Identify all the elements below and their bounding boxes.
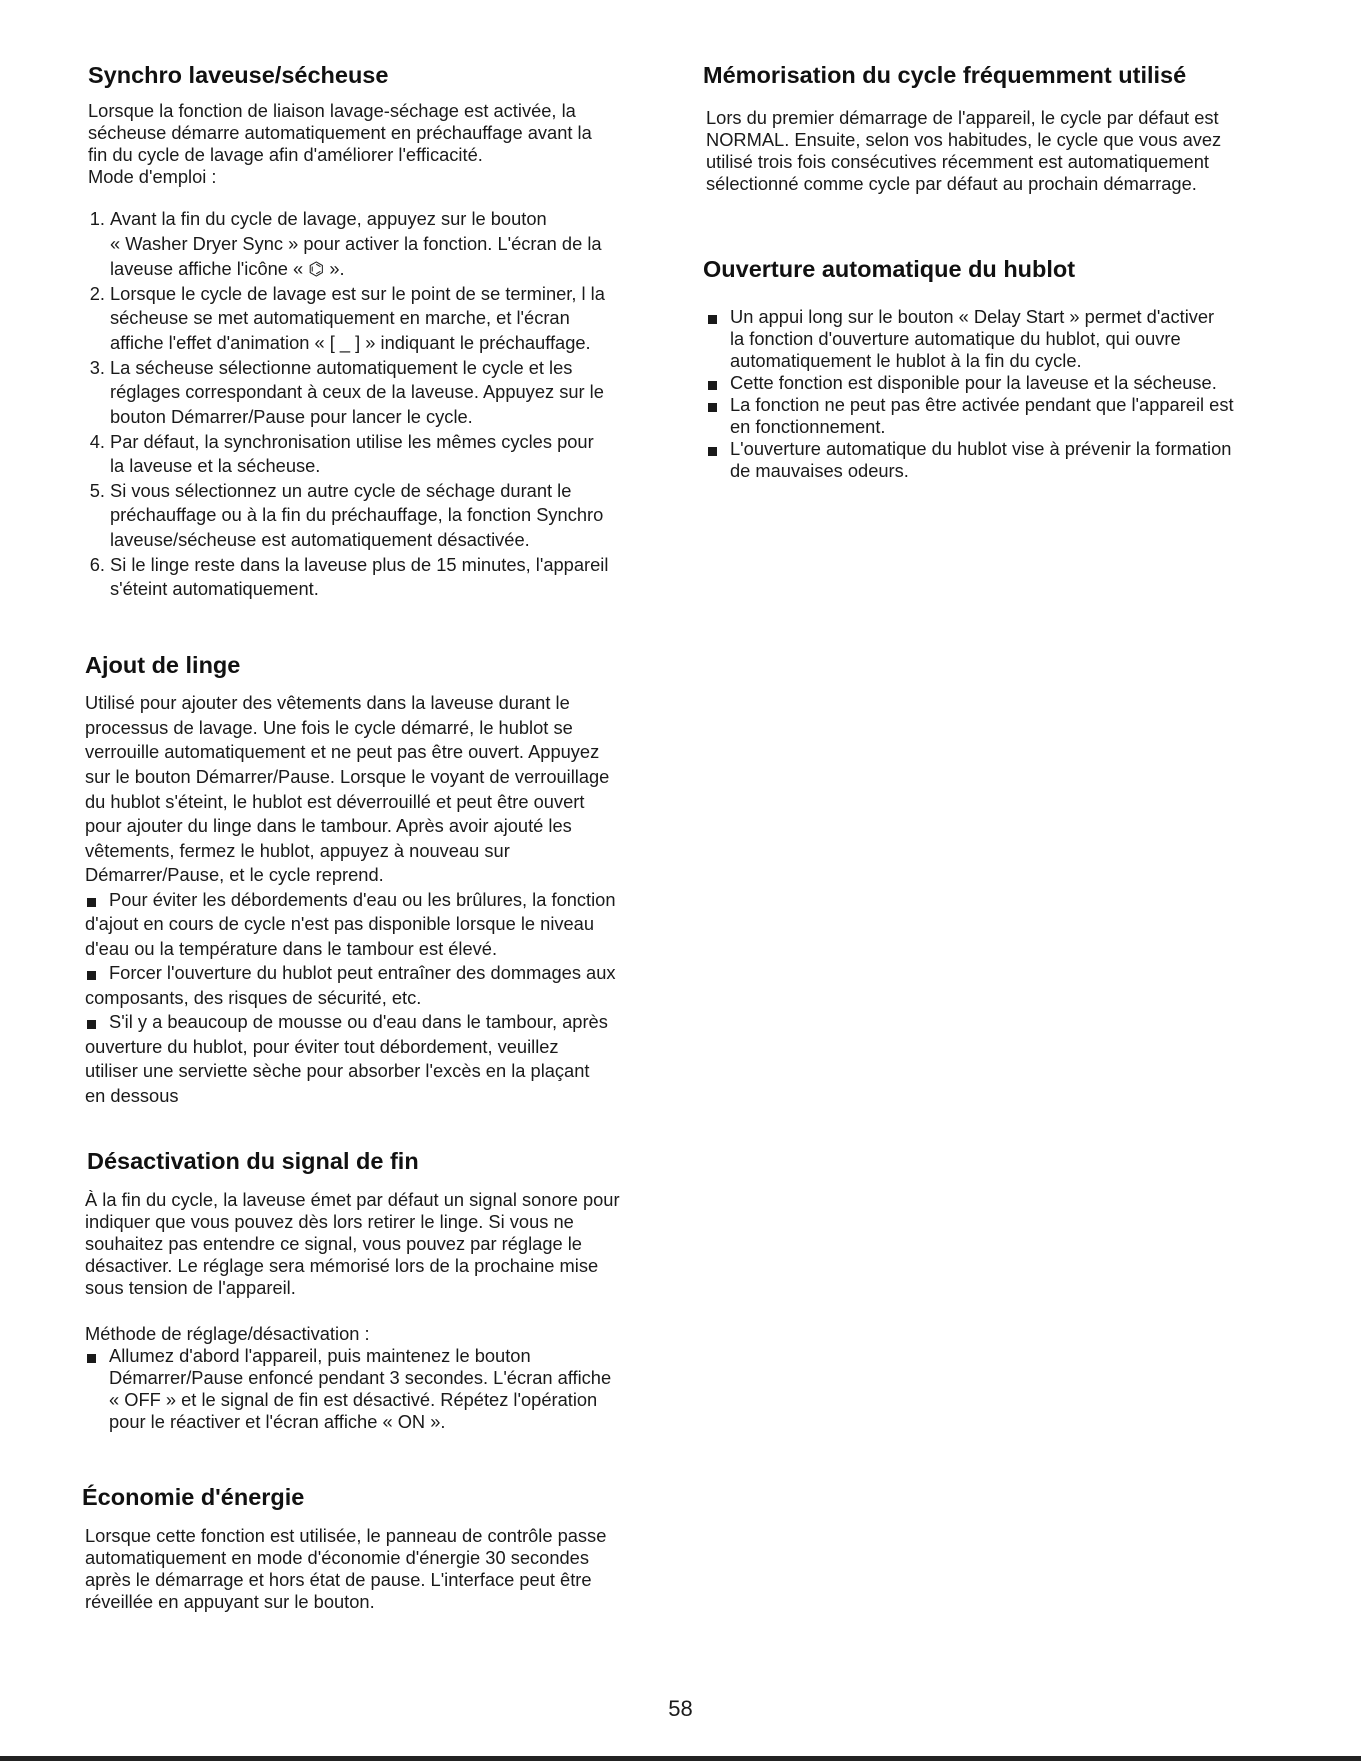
heading-desactivation: Désactivation du signal de fin [87,1148,419,1174]
memorisation-line: NORMAL. Ensuite, selon vos habitudes, le cycle que vous avez [706,129,1222,150]
synchro-intro-line: fin du cycle de lavage afin d'améliorer l'efficacité. [88,144,483,165]
ouverture-bullet-line: Un appui long sur le bouton « Delay Start » permet d'activer [730,306,1215,327]
ajout-line: vêtements, fermez le hublot, appuyez à nouveau sur [85,840,510,861]
step-number: 5. [89,480,105,501]
ouverture-bullet-line: Cette fonction est disponible pour la laveuse et la sécheuse. [730,372,1217,393]
ouverture-bullet-line: de mauvaises odeurs. [730,460,909,481]
step-line: laveuse affiche l'icône « ⌬ ». [110,258,345,279]
memorisation-line: sélectionné comme cycle par défaut au prochain démarrage. [706,173,1197,194]
ajout-bullet-line: Forcer l'ouverture du hublot peut entraîner des dommages aux [109,962,616,983]
page-bottom-border [0,1756,1361,1761]
ouverture-bullet-line: en fonctionnement. [730,416,886,437]
step-number: 3. [89,357,105,378]
ouverture-bullet-line: L'ouverture automatique du hublot vise à prévenir la formation [730,438,1232,459]
ajout-bullet-line: composants, des risques de sécurité, etc. [85,987,422,1008]
desactivation-bullet-line: Allumez d'abord l'appareil, puis maintenez le bouton [109,1345,531,1366]
bullet-square-icon [708,381,717,390]
step-line: préchauffage ou à la fin du préchauffage, la fonction Synchro [110,504,604,525]
bullet-square-icon [708,315,717,324]
economie-line: automatiquement en mode d'économie d'énergie 30 secondes [85,1547,589,1568]
desactivation-line: sous tension de l'appareil. [85,1277,296,1298]
ajout-bullet-line: utiliser une serviette sèche pour absorber l'excès en la plaçant [85,1060,590,1081]
ajout-line: pour ajouter du linge dans le tambour. Après avoir ajouté les [85,815,572,836]
left-column [82,0,675,1700]
step-number: 4. [89,431,105,452]
step-line: réglages correspondant à ceux de la laveuse. Appuyez sur le [110,381,604,402]
step-line: laveuse/sécheuse est automatiquement désactivée. [110,529,530,550]
step-line: Avant la fin du cycle de lavage, appuyez sur le bouton [110,208,547,229]
memorisation-line: Lors du premier démarrage de l'appareil, le cycle par défaut est [706,107,1219,128]
synchro-intro-line: Mode d'emploi : [88,166,217,187]
desactivation-line: indiquer que vous pouvez dès lors retirer le linge. Si vous ne [85,1211,574,1232]
step-line: Si le linge reste dans la laveuse plus de 15 minutes, l'appareil [110,554,609,575]
right-column [703,0,1303,700]
desactivation-line: À la fin du cycle, la laveuse émet par défaut un signal sonore pour [85,1189,620,1210]
desactivation-bullet-line: Démarrer/Pause enfoncé pendant 3 secondes. L'écran affiche [109,1367,612,1388]
ajout-bullet-line: Pour éviter les débordements d'eau ou les brûlures, la fonction [109,889,616,910]
economie-line: Lorsque cette fonction est utilisée, le panneau de contrôle passe [85,1525,607,1546]
ajout-bullet-line: S'il y a beaucoup de mousse ou d'eau dans le tambour, après [109,1011,608,1032]
step-number: 1. [89,208,105,229]
step-line: sécheuse se met automatiquement en marche, et l'écran [110,307,570,328]
ajout-line: sur le bouton Démarrer/Pause. Lorsque le voyant de verrouillage [85,766,610,787]
step-line: la laveuse et la sécheuse. [110,455,321,476]
ajout-line: Démarrer/Pause, et le cycle reprend. [85,864,384,885]
bullet-square-icon [87,1020,96,1029]
desactivation-method: Méthode de réglage/désactivation : [85,1323,370,1344]
step-line: affiche l'effet d'animation « [ _ ] » indiquant le préchauffage. [110,332,591,353]
ajout-bullet-line: d'ajout en cours de cycle n'est pas disponible lorsque le niveau [85,913,595,934]
heading-memorisation: Mémorisation du cycle fréquemment utilisé [703,62,1187,88]
heading-ouverture: Ouverture automatique du hublot [703,256,1076,282]
desactivation-line: souhaitez pas entendre ce signal, vous pouvez par réglage le [85,1233,582,1254]
synchro-intro-line: sécheuse démarre automatiquement en préchauffage avant la [88,122,592,143]
step-number: 2. [89,283,105,304]
heading-ajout: Ajout de linge [85,652,241,678]
step-line: « Washer Dryer Sync » pour activer la fonction. L'écran de la [110,233,602,254]
ouverture-bullet-line: automatiquement le hublot à la fin du cycle. [730,350,1082,371]
ajout-line: du hublot s'éteint, le hublot est déverrouillé et peut être ouvert [85,791,585,812]
bullet-square-icon [708,447,717,456]
desactivation-bullet-line: « OFF » et le signal de fin est désactivé. Répétez l'opération [109,1389,598,1410]
bullet-square-icon [87,1354,96,1363]
ajout-bullet-line: d'eau ou la température dans le tambour est élevé. [85,938,498,959]
bullet-square-icon [708,403,717,412]
desactivation-bullet-line: pour le réactiver et l'écran affiche « ON ». [109,1411,446,1432]
heading-synchro: Synchro laveuse/sécheuse [88,62,389,88]
step-line: Si vous sélectionnez un autre cycle de séchage durant le [110,480,572,501]
ajout-line: Utilisé pour ajouter des vêtements dans la laveuse durant le [85,692,570,713]
ouverture-bullet-line: La fonction ne peut pas être activée pendant que l'appareil est [730,394,1234,415]
step-line: La sécheuse sélectionne automatiquement le cycle et les [110,357,573,378]
economie-line: après le démarrage et hors état de pause. L'interface peut être [85,1569,592,1590]
heading-economie: Économie d'énergie [82,1484,305,1510]
step-line: bouton Démarrer/Pause pour lancer le cycle. [110,406,473,427]
step-line: s'éteint automatiquement. [110,578,319,599]
step-line: Par défaut, la synchronisation utilise les mêmes cycles pour [110,431,594,452]
ajout-line: verrouille automatiquement et ne peut pas être ouvert. Appuyez [85,741,600,762]
ouverture-bullet-line: la fonction d'ouverture automatique du hublot, qui ouvre [730,328,1181,349]
ajout-bullet-line: en dessous [85,1085,179,1106]
page-number: 58 [668,1696,693,1721]
memorisation-line: utilisé trois fois consécutives récemment est automatiquement [706,151,1209,172]
synchro-intro-line: Lorsque la fonction de liaison lavage-séchage est activée, la [88,100,576,121]
ajout-line: processus de lavage. Une fois le cycle démarré, le hublot se [85,717,573,738]
desactivation-line: désactiver. Le réglage sera mémorisé lors de la prochaine mise [85,1255,599,1276]
step-number: 6. [89,554,105,575]
economie-line: réveillée en appuyant sur le bouton. [85,1591,375,1612]
step-line: Lorsque le cycle de lavage est sur le point de se terminer, l la [110,283,605,304]
ajout-bullet-line: ouverture du hublot, pour éviter tout débordement, veuillez [85,1036,559,1057]
bullet-square-icon [87,898,96,907]
bullet-square-icon [87,971,96,980]
